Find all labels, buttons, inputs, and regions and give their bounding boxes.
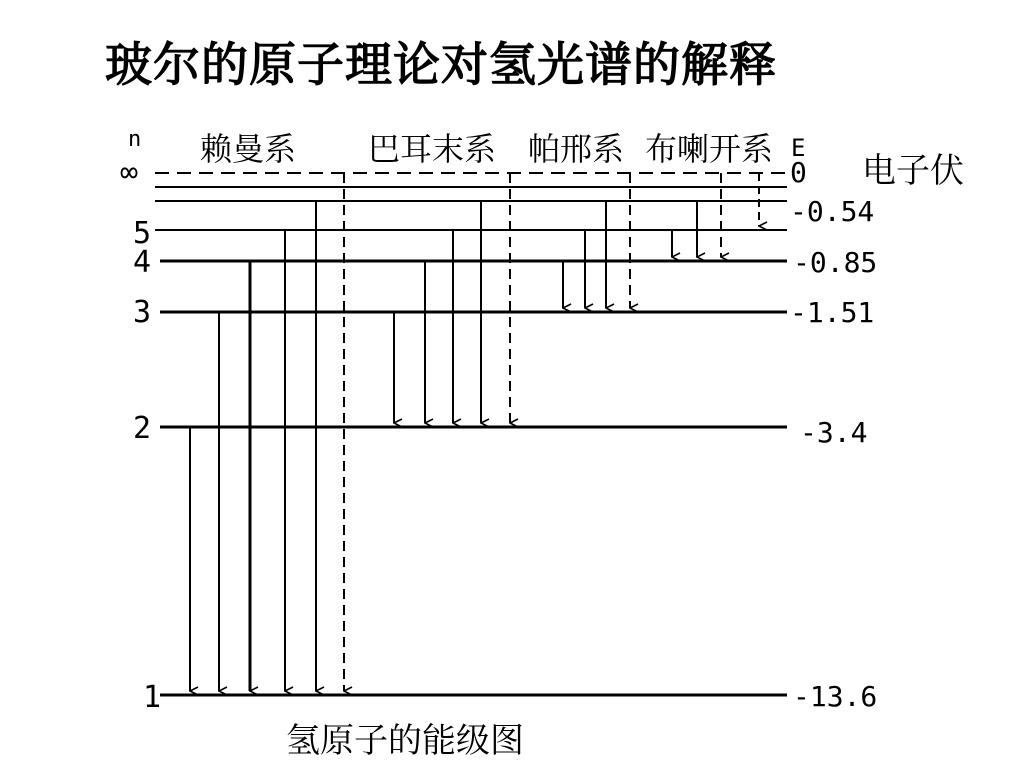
energy-label-1: -13.6 [793, 680, 878, 713]
series-label-brackett: 布喇开系 [645, 130, 774, 168]
lyman-series-transitions [190, 173, 344, 691]
level-label-4: 4 [133, 245, 152, 280]
series-label-paschen: 帕邢系 [528, 130, 625, 168]
energy-label-2: -3.4 [800, 416, 868, 449]
level-label-3: 3 [133, 295, 152, 330]
level-label-1: 1 [143, 680, 162, 715]
energy-header: E [791, 134, 806, 162]
paschen-series-transitions [563, 173, 630, 308]
energy-label-inf: 0 [790, 156, 807, 189]
diagram-caption: 氢原子的能级图 [286, 721, 524, 761]
level-label-5: 5 [133, 216, 152, 251]
level-label-2: 2 [133, 411, 152, 446]
brackett-series-transitions [672, 173, 721, 257]
energy-unit-label: 电子伏 [862, 151, 964, 191]
energy-label-3: -1.51 [790, 296, 875, 329]
balmer-series-transitions [394, 173, 510, 423]
series-label-lyman: 赖曼系 [200, 130, 297, 168]
page-title: 玻尔的原子理论对氢光谱的解释 [105, 38, 777, 93]
energy-label-5: -0.54 [790, 195, 875, 228]
energy-label-4: -0.85 [793, 246, 878, 279]
series-label-balmer: 巴耳末系 [368, 130, 497, 168]
level-label-inf: ∞ [120, 155, 139, 190]
n-header: n [128, 127, 142, 152]
